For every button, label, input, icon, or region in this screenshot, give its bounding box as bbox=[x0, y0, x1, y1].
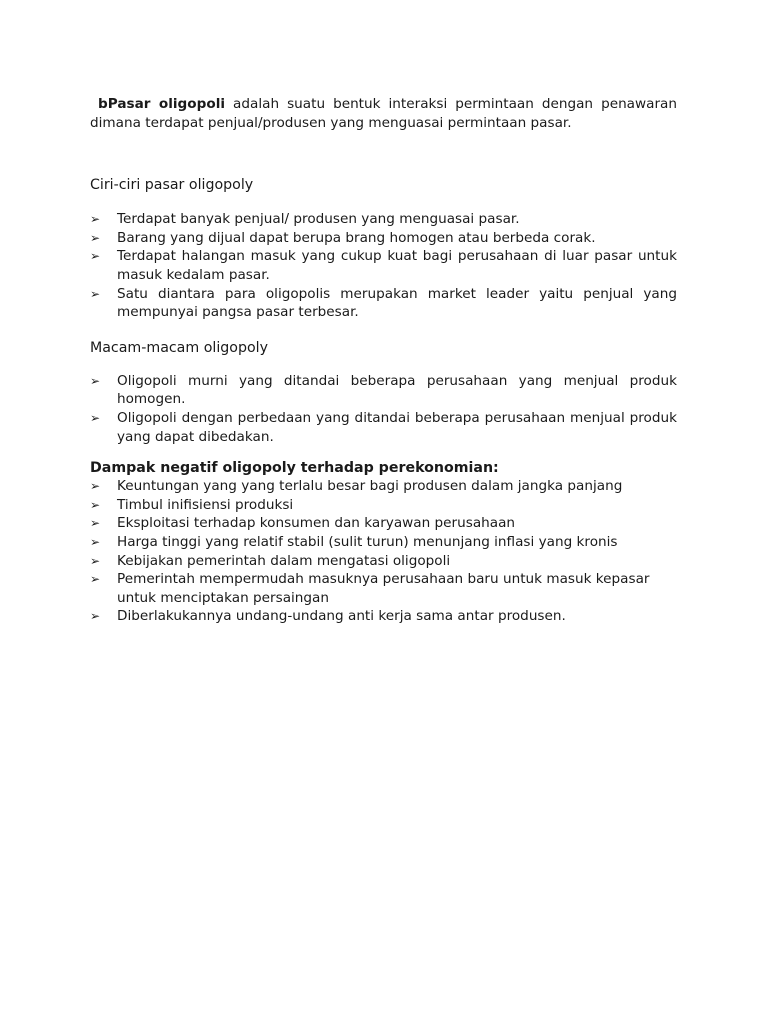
list-item: ➢ Terdapat halangan masuk yang cukup kuat bagi perusahaan di luar pasar untuk masuk kedalam pasar. bbox=[90, 248, 677, 283]
arrow-bullet-icon: ➢ bbox=[90, 516, 101, 531]
arrow-bullet-icon: ➢ bbox=[90, 212, 101, 227]
arrow-bullet-icon: ➢ bbox=[90, 249, 101, 264]
arrow-bullet-icon: ➢ bbox=[90, 230, 101, 245]
list-item: ➢ Harga tinggi yang relatif stabil (sulit turun) menunjang inflasi yang kronis bbox=[90, 533, 618, 550]
list-item: ➢ Keuntungan yang yang terlalu besar bagi produsen dalam jangka panjang bbox=[90, 478, 623, 495]
arrow-bullet-icon: ➢ bbox=[90, 553, 101, 568]
list-item: ➢ Barang yang dijual dapat berupa brang homogen atau berbeda corak. bbox=[90, 229, 596, 246]
list-item: ➢ Satu diantara para oligopolis merupakan market leader yaitu penjual yang mempunyai pangsa pasar terbesar. bbox=[90, 285, 677, 321]
arrow-bullet-icon: ➢ bbox=[90, 497, 101, 512]
document-page bbox=[90, 95, 677, 626]
list-item: ➢ Oligopoli dengan perbedaan yang ditandai beberapa perusahaan menjual produk yang dapat dibedakan. bbox=[90, 409, 677, 445]
list-item: ➢ Eksploitasi terhadap konsumen dan karyawan perusahaan bbox=[90, 515, 516, 532]
intro-lead: bPasar oligopoli bbox=[98, 96, 226, 112]
arrow-bullet-icon: ➢ bbox=[90, 534, 101, 549]
arrow-bullet-icon: ➢ bbox=[90, 373, 101, 388]
list-item: ➢ Oligopoli murni yang ditandai beberapa perusahaan yang menjual produk homogen. bbox=[90, 372, 677, 408]
section-heading-macam-macam: Macam-macam oligopoly bbox=[90, 339, 268, 356]
arrow-bullet-icon: ➢ bbox=[90, 572, 101, 587]
list-item: ➢ Terdapat banyak penjual/ produsen yang menguasai pasar. bbox=[90, 211, 520, 228]
list-dampak-negatif bbox=[90, 477, 677, 626]
section-heading-ciri-ciri: Ciri-ciri pasar oligopoly bbox=[90, 177, 254, 194]
arrow-bullet-icon: ➢ bbox=[90, 410, 101, 425]
arrow-bullet-icon: ➢ bbox=[90, 286, 101, 301]
intro-paragraph bbox=[90, 95, 677, 132]
arrow-bullet-icon: ➢ bbox=[90, 609, 101, 624]
intro-text: adalah suatu bentuk interaksi permintaan dengan penawaran dimana terdapat penjual/produsen yang menguasai permintaan pasar. bbox=[90, 96, 677, 131]
list-item: ➢ Pemerintah mempermudah masuknya perusahaan baru untuk masuk kepasar untuk menciptakan persaingan bbox=[90, 571, 650, 606]
section-heading-dampak-negatif: Dampak negatif oligopoly terhadap perekonomian: bbox=[90, 460, 499, 477]
list-item: ➢ Timbul inifisiensi produksi bbox=[90, 496, 294, 513]
list-item: ➢ Kebijakan pemerintah dalam mengatasi oligopoli bbox=[90, 552, 451, 569]
list-item: ➢ Diberlakukannya undang-undang anti kerja sama antar produsen. bbox=[90, 608, 566, 625]
arrow-bullet-icon: ➢ bbox=[90, 479, 101, 494]
list-ciri-ciri bbox=[90, 210, 677, 322]
list-macam-macam bbox=[90, 372, 677, 446]
